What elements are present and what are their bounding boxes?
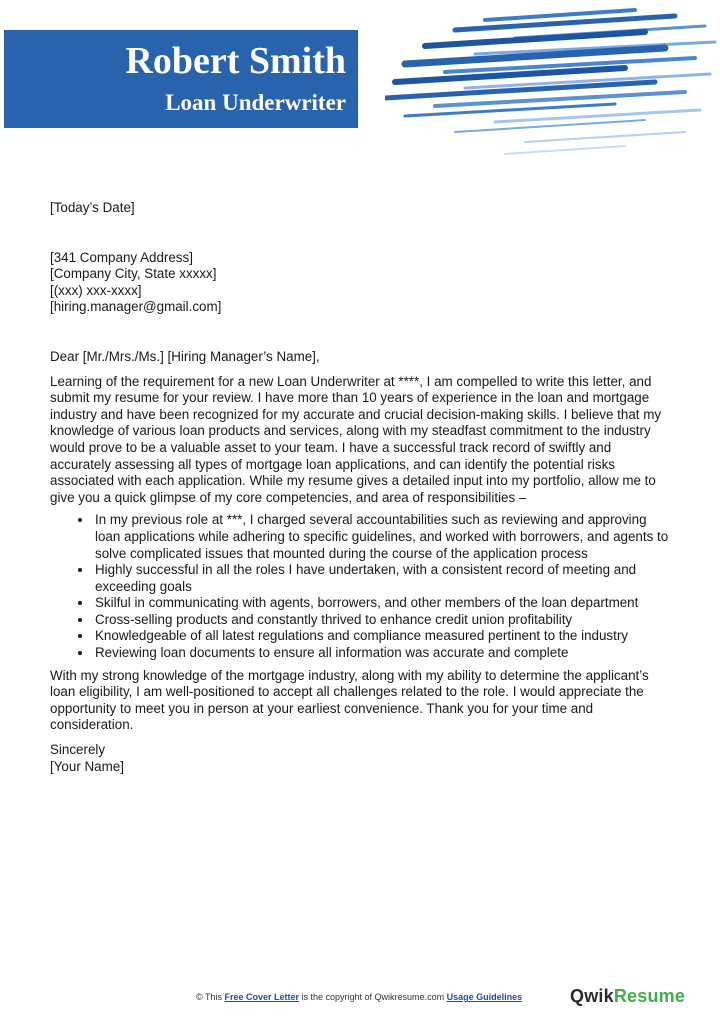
list-item: • Knowledgeable of all latest regulations and compliance measured pertinent to the industry bbox=[93, 628, 670, 645]
competency-list bbox=[50, 512, 670, 661]
decorative-streaks-graphic bbox=[385, 8, 720, 168]
applicant-role: Loan Underwriter bbox=[165, 90, 346, 115]
salutation: Dear [Mr./Mrs./Ms.] [Hiring Manager’s Name], bbox=[50, 348, 320, 364]
intro-paragraph: Learning of the requirement for a new Loan Underwriter at ****, I am compelled to write this letter, and submit my resume for your review. I have more than 10 years of experience in the loan and mortgage industry and have been recognized for my accurate and crucial decision-making skills. I believe that my knowledge of various loan products and services, along with my steadfast commitment to the industry would prove to be a valuable asset to your team. I have a successful track record of swiftly and accurately assessing all types of mortgage loan applications, and can identify the potential risks associated with each application. While my resume gives a detailed input into my portfolio, allow me to give you a quick glimpse of my core competencies, and area of responsibilities – bbox=[50, 373, 662, 505]
address-line: [341 Company Address] bbox=[50, 249, 193, 265]
letter-body bbox=[50, 200, 670, 775]
copyright-notice: © This Free Cover Letter is the copyright of Qwikresume.com Usage Guidelines bbox=[196, 992, 523, 1002]
signature: [Your Name] bbox=[50, 758, 124, 774]
list-item: • Skilful in communicating with agents, borrowers, and other members of the loan department bbox=[93, 595, 670, 612]
address-line: [Company City, State xxxxx] bbox=[50, 266, 217, 282]
footer bbox=[0, 986, 720, 1010]
list-item: • Highly successful in all the roles I have undertaken, with a consistent record of meeting and exceeding goals bbox=[93, 562, 670, 595]
list-item: • In my previous role at ***, I charged several accountabilities such as reviewing and approving loan applications while adhering to specific guidelines, and worked with borrowers, and agents to solve complicated issues that mounted during the course of the application process bbox=[93, 512, 670, 562]
qwikresume-logo: QwikResume bbox=[570, 986, 686, 1006]
signoff: Sincerely bbox=[50, 742, 106, 758]
free-cover-letter-link[interactable]: Free Cover Letter bbox=[224, 992, 300, 1002]
address-line: [(xxx) xxx-xxxx] bbox=[50, 282, 142, 298]
list-item: • Cross-selling products and constantly thrived to enhance credit union profitability bbox=[93, 612, 670, 629]
closing-paragraph: With my strong knowledge of the mortgage industry, along with my ability to determine the applicant’s loan eligibility, I am well-positioned to accept all challenges related to the role. I would appreciate the opportunity to meet you in person at your earliest convenience. Thank you for your time and consideration. bbox=[50, 667, 649, 733]
usage-guidelines-link[interactable]: Usage Guidelines bbox=[446, 992, 523, 1002]
list-item: • Reviewing loan documents to ensure all information was accurate and complete bbox=[93, 645, 670, 662]
header-banner bbox=[4, 30, 358, 128]
applicant-name: Robert Smith bbox=[125, 40, 346, 82]
letter-date: [Today’s Date] bbox=[50, 200, 135, 215]
address-line: [hiring.manager@gmail.com] bbox=[50, 299, 222, 315]
